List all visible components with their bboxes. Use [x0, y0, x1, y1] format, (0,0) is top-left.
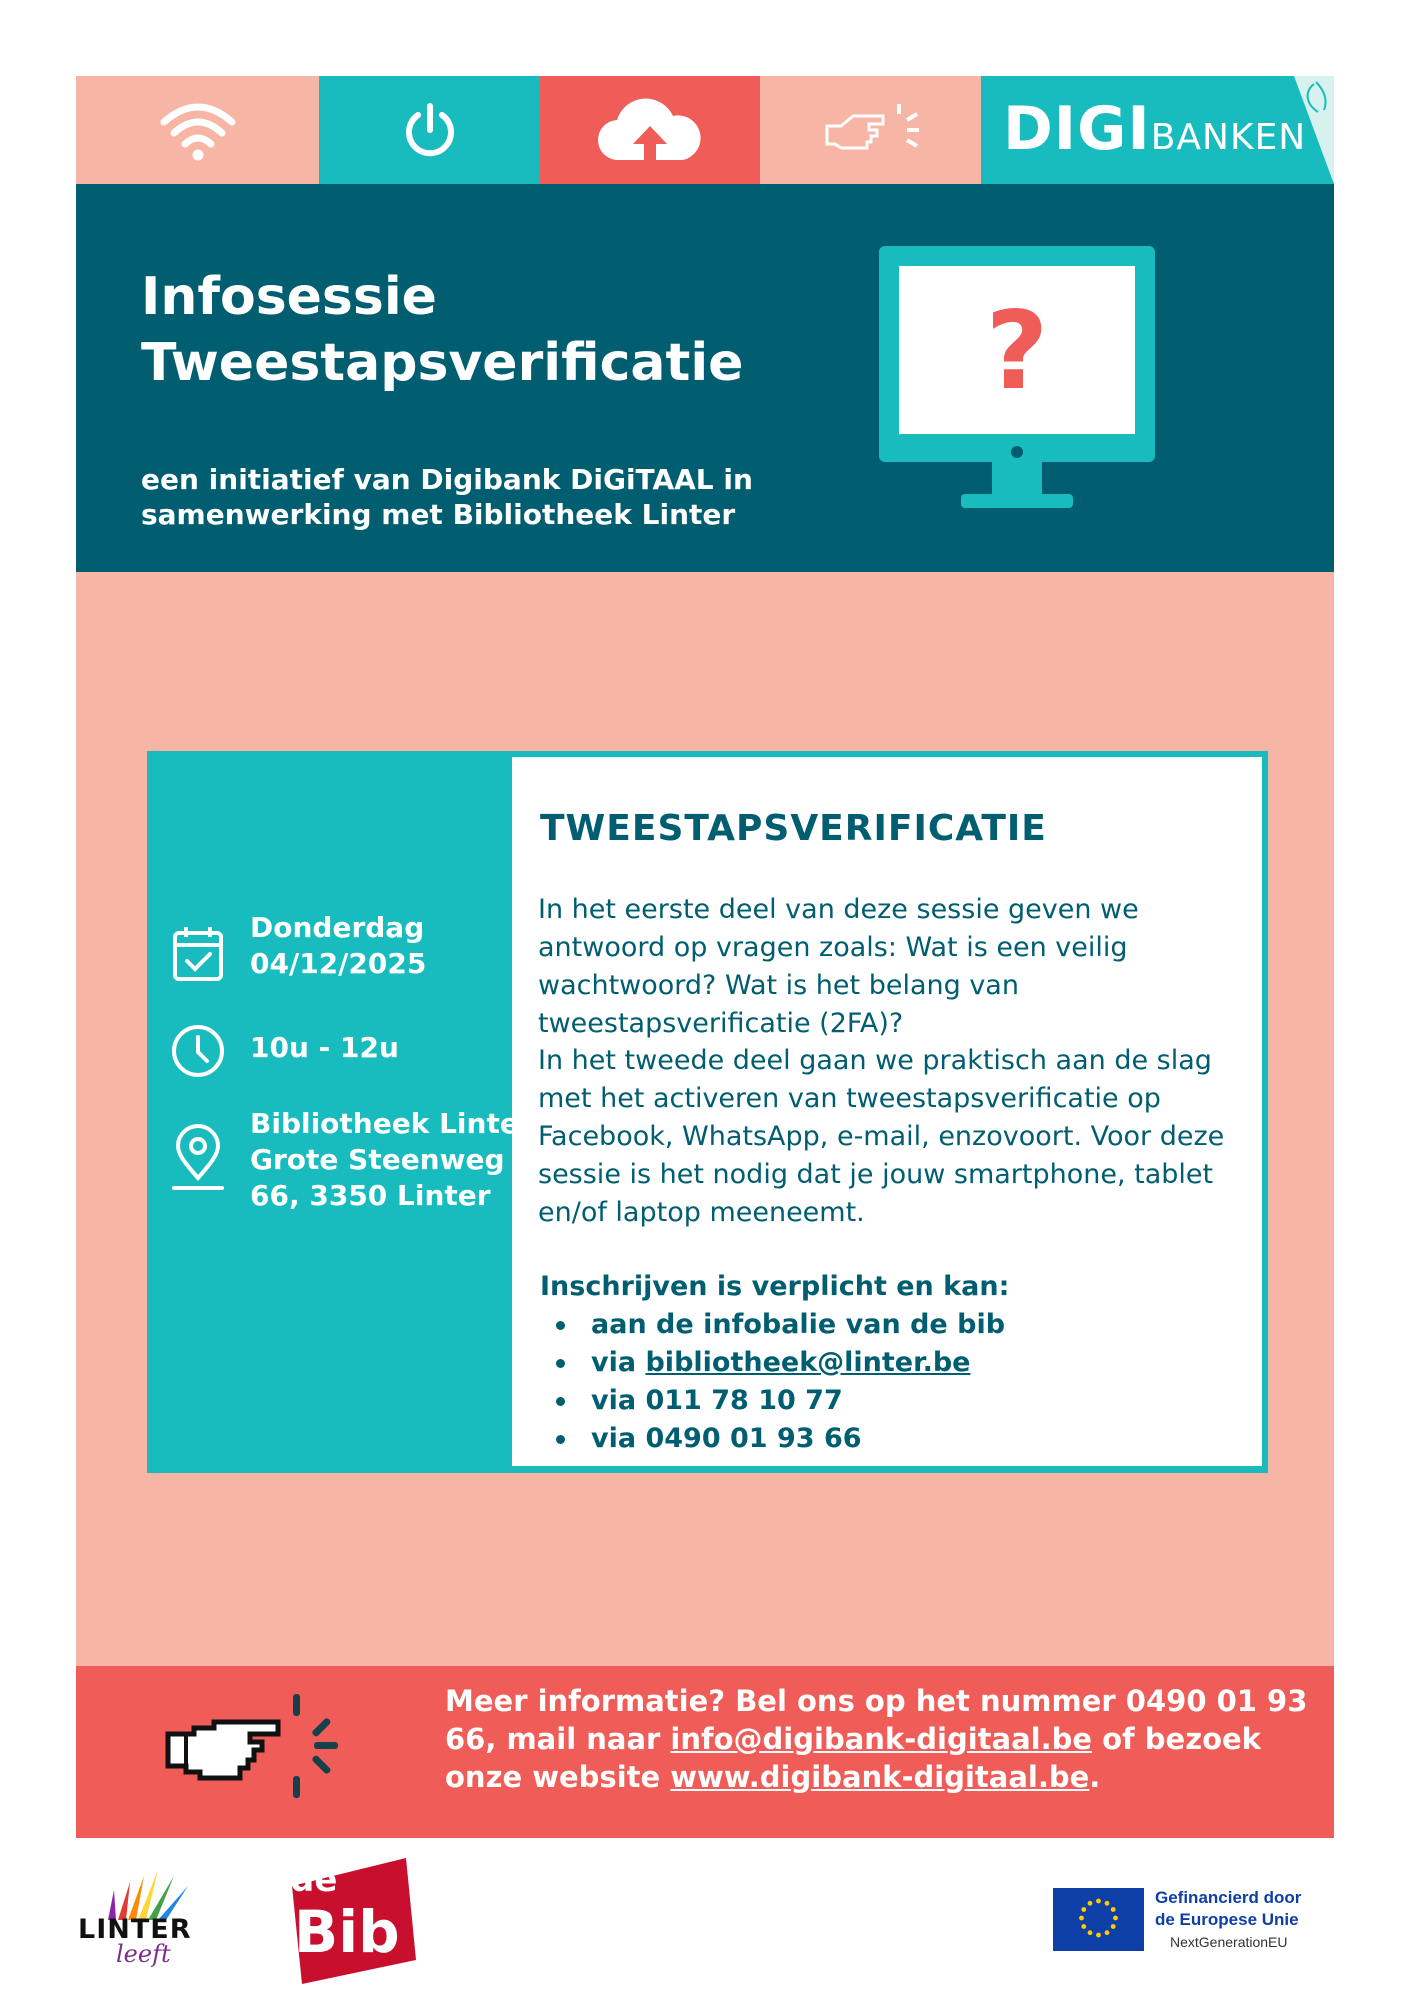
list-item: via bibliotheek@linter.be	[540, 1344, 1009, 1382]
strip-cell-cloud	[540, 76, 760, 184]
strip-cell-hand	[760, 76, 981, 184]
leaf-icon	[1294, 76, 1334, 184]
page-subtitle: een initiatief van Digibank DiGiTAAL in samenwerking met Bibliotheek Linter	[141, 463, 753, 531]
event-date: Donderdag 04/12/2025	[250, 911, 427, 980]
intro-paragraph-1: In het eerste deel van deze sessie geven we antwoord op vragen zoals: Wat is een veilig wachtwoord? Wat is het belang van tweestapsverificatie (2FA)?	[538, 894, 1139, 1039]
intro-paragraph-2: In het tweede deel gaan we praktisch aan de slag met het activeren van tweestapsverificatie op Facebook, WhatsApp, e-mail, enzovoort. Voor deze sessie is het nodig dat je jouw smartphone, tablet en/of laptop meeneemt.	[538, 1045, 1225, 1228]
de-bib-logo	[286, 1856, 420, 1986]
icon-strip	[76, 76, 1334, 184]
event-time: 10u - 12u	[250, 1031, 399, 1064]
pointing-hand-icon	[160, 1686, 360, 1806]
registration-heading: Inschrijven is verplicht en kan:	[540, 1271, 1010, 1302]
monitor-question-icon	[879, 246, 1155, 512]
clock-icon	[171, 1024, 225, 1078]
cloud-upload-icon	[597, 98, 703, 162]
digibanken-logo	[981, 76, 1334, 184]
pointing-hand-icon	[821, 98, 921, 162]
linter-wordmark: LINTER	[78, 1914, 192, 1945]
svg-text:?: ?	[985, 289, 1049, 414]
info-text: Meer informatie? Bel ons op het nummer 0490 01 93 66, mail naar info@digibank-digitaal.be of bezoek onze website www.digibank-digitaal.be.	[445, 1684, 1308, 1794]
digibank-website-link[interactable]: www.digibank-digitaal.be	[670, 1760, 1090, 1794]
de-bib-small: de	[290, 1860, 338, 1900]
strip-cell-power	[319, 76, 540, 184]
registration-block	[540, 1268, 1009, 1458]
list-item: aan de infobalie van de bib	[540, 1306, 1009, 1344]
power-icon	[400, 100, 460, 160]
event-location: Bibliotheek Linter Grote Steenweg 66, 3350 Linter	[250, 1107, 533, 1212]
rainbow-rays-icon	[78, 1862, 206, 1922]
linter-logo	[78, 1862, 206, 1972]
linter-script: leeft	[116, 1940, 171, 1968]
wifi-icon	[158, 98, 238, 162]
eu-funding-text: Gefinancierd door de Europese Unie NextGenerationEU	[1155, 1888, 1302, 1950]
library-email-link[interactable]: bibliotheek@linter.be	[645, 1347, 971, 1378]
de-bib-word: Bib	[294, 1898, 400, 1966]
list-item: via 011 78 10 77	[540, 1382, 1009, 1420]
digibank-email-link[interactable]: info@digibank-digitaal.be	[670, 1722, 1093, 1756]
calendar-check-icon	[172, 925, 224, 983]
strip-cell-wifi	[76, 76, 319, 184]
digibanken-wordmark: DIGIBANKEN	[1003, 94, 1307, 164]
list-item: via 0490 01 93 66	[540, 1420, 1009, 1458]
card-heading: TWEESTAPSVERIFICATIE	[540, 808, 1047, 849]
registration-list	[540, 1306, 1009, 1458]
page-title: Infosessie Tweestapsverificatie	[141, 267, 744, 393]
location-pin-icon	[172, 1124, 224, 1192]
eu-flag-icon	[1053, 1888, 1144, 1951]
